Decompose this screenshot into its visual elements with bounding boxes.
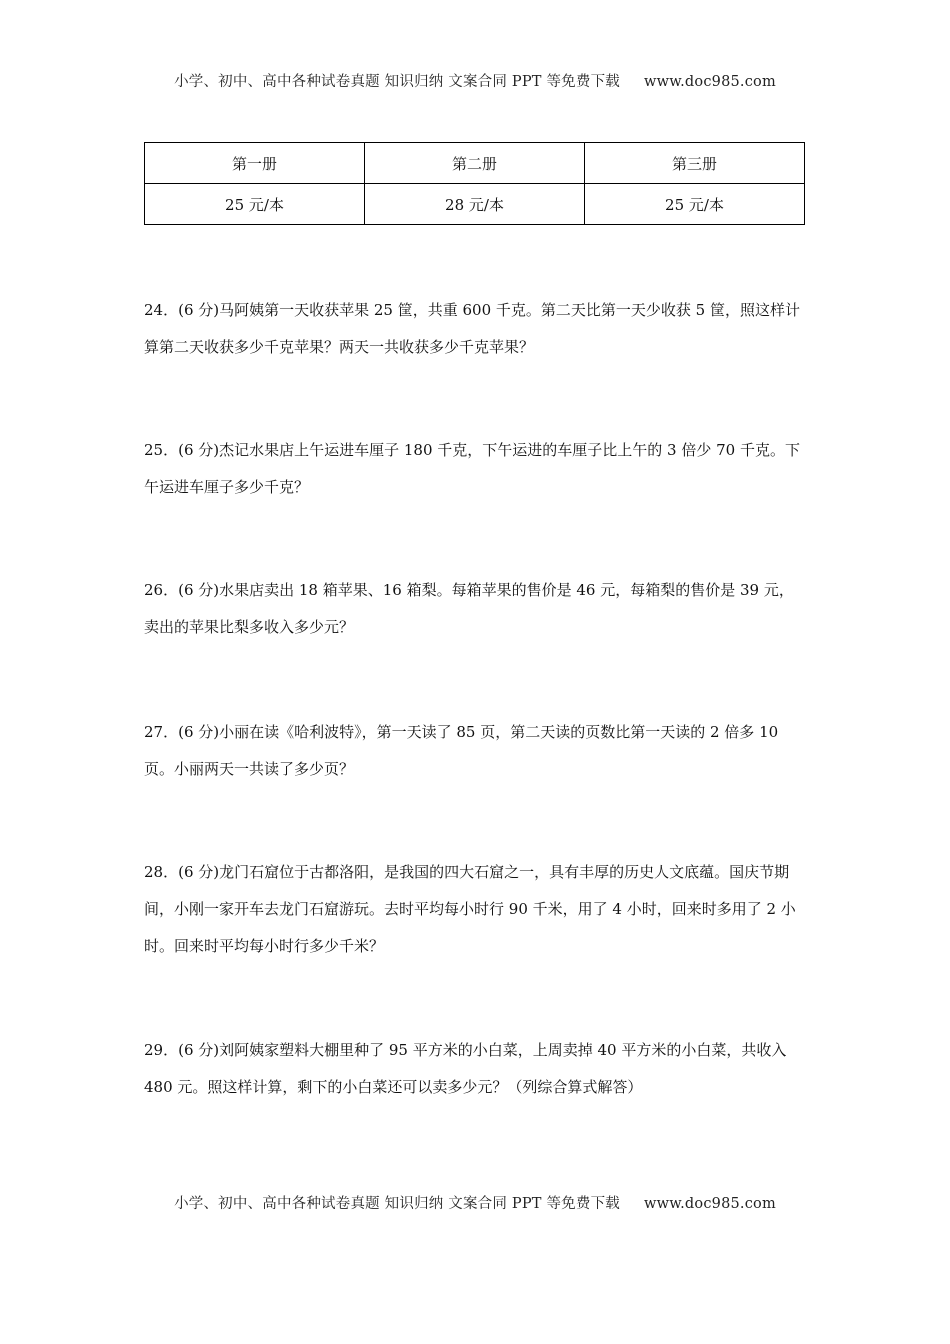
table-header-cell: 第二册	[365, 143, 585, 184]
price-table	[144, 142, 805, 225]
footer-site-link[interactable]: www.doc985.com	[643, 1196, 776, 1212]
table-header-cell: 第一册	[145, 143, 365, 184]
question-29: 29．(6 分)刘阿姨家塑料大棚里种了 95 平方米的小白菜，上周卖掉 40 平方米的小白菜，共收入 480 元。照这样计算，剩下的小白菜还可以卖多少元？（列综合算式解答）	[144, 1041, 787, 1096]
table-cell: 25 元/本	[145, 184, 365, 225]
table-header-cell: 第三册	[585, 143, 805, 184]
header-text: 小学、初中、高中各种试卷真题 知识归纳 文案合同 PPT 等免费下载	[174, 74, 620, 90]
table-cell: 25 元/本	[585, 184, 805, 225]
question-25: 25．(6 分)杰记水果店上午运进车厘子 180 千克，下午运进的车厘子比上午的 3 倍少 70 千克。下午运进车厘子多少千克？	[144, 441, 800, 496]
table-cell: 28 元/本	[365, 184, 585, 225]
question-26: 26．(6 分)水果店卖出 18 箱苹果、16 箱梨。每箱苹果的售价是 46 元，每箱梨的售价是 39 元，卖出的苹果比梨多收入多少元？	[144, 581, 794, 636]
table-row	[145, 184, 805, 225]
question-28: 28．(6 分)龙门石窟位于古都洛阳，是我国的四大石窟之一，具有丰厚的历史人文底蕴。国庆节期间，小刚一家开车去龙门石窟游玩。去时平均每小时行 90 千米，用了 4 小时，回来时多用了 2 小时。回来时平均每小时行多少千米？	[144, 863, 796, 955]
question-27: 27．(6 分)小丽在读《哈利波特》，第一天读了 85 页，第二天读的页数比第一天读的 2 倍多 10 页。小丽两天一共读了多少页？	[144, 723, 779, 778]
page-footer	[0, 1192, 950, 1213]
footer-text: 小学、初中、高中各种试卷真题 知识归纳 文案合同 PPT 等免费下载	[174, 1196, 620, 1212]
header-site-link[interactable]: www.doc985.com	[643, 74, 776, 90]
table-header-row	[145, 143, 805, 184]
page-header	[0, 70, 950, 91]
question-24: 24．(6 分)马阿姨第一天收获苹果 25 筐，共重 600 千克。第二天比第一天少收获 5 筐，照这样计算第二天收获多少千克苹果？两天一共收获多少千克苹果？	[144, 301, 800, 356]
